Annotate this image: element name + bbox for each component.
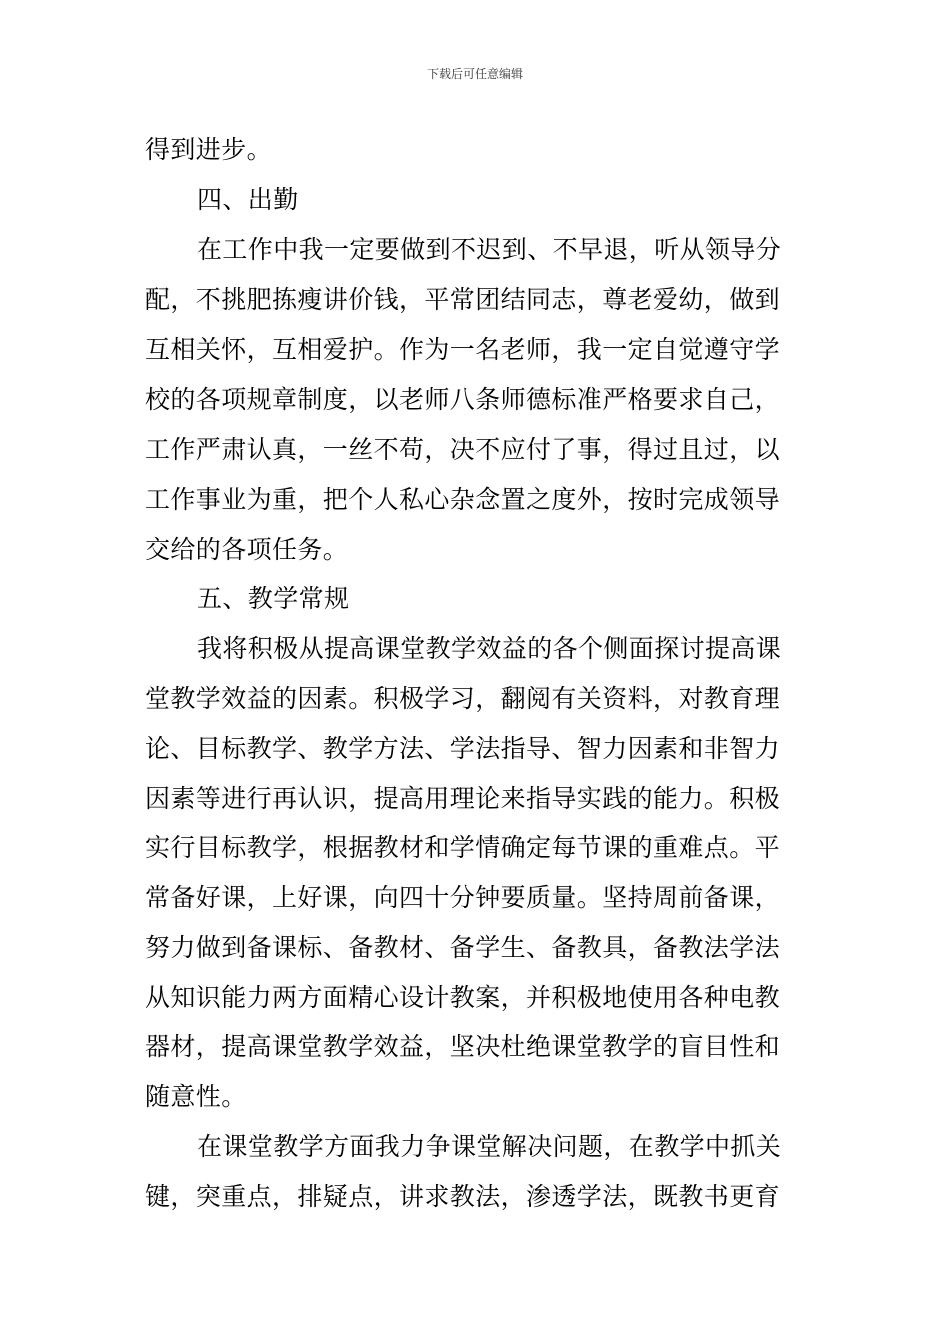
page-header: 下载后可任意编辑 [426,67,523,81]
text-line: 得到进步。 [145,135,273,164]
text-line: 因素等进行再认识，提高用理论来指导实践的能力。积极 [145,784,781,813]
text-line: 工作严肃认真，一丝不苟，决不应付了事，得过且过，以 [145,435,781,464]
text-line: 在课堂教学方面我力争课堂解决问题，在教学中抓关 [197,1132,782,1161]
text-line: 工作事业为重，把个人私心杂念置之度外，按时完成领导 [145,485,781,514]
text-line: 随意性。 [145,1082,247,1111]
text-line: 常备好课，上好课，向四十分钟要质量。坚持周前备课， [145,883,781,912]
text-line: 交给的各项任务。 [145,535,349,564]
section-heading: 四、出勤 [197,185,299,214]
text-line: 键，突重点，排疑点，讲求教法，渗透学法，既教书更育 [145,1182,781,1211]
text-line: 配，不挑肥拣瘦讲价钱，平常团结同志，尊老爱幼，做到 [145,285,781,314]
text-line: 努力做到备课标、备教材、备学生、备教具，备教法学法 [145,933,781,962]
section-heading: 五、教学常规 [197,584,350,613]
text-line: 校的各项规章制度，以老师八条师德标准严格要求自己， [145,385,781,414]
text-line: 从知识能力两方面精心设计教案，并积极地使用各种电教 [145,983,781,1012]
text-line: 互相关怀，互相爱护。作为一名老师，我一定自觉遵守学 [145,335,781,364]
text-line: 在工作中我一定要做到不迟到、不早退，听从领导分 [197,235,782,264]
text-line: 我将积极从提高课堂教学效益的各个侧面探讨提高课 [197,634,782,663]
text-line: 实行目标教学，根据教材和学情确定每节课的重难点。平 [145,833,781,862]
text-line: 堂教学效益的因素。积极学习，翻阅有关资料，对教育理 [145,684,781,713]
text-line: 器材，提高课堂教学效益，坚决杜绝课堂教学的盲目性和 [145,1032,781,1061]
text-line: 论、目标教学、教学方法、学法指导、智力因素和非智力 [145,734,781,763]
